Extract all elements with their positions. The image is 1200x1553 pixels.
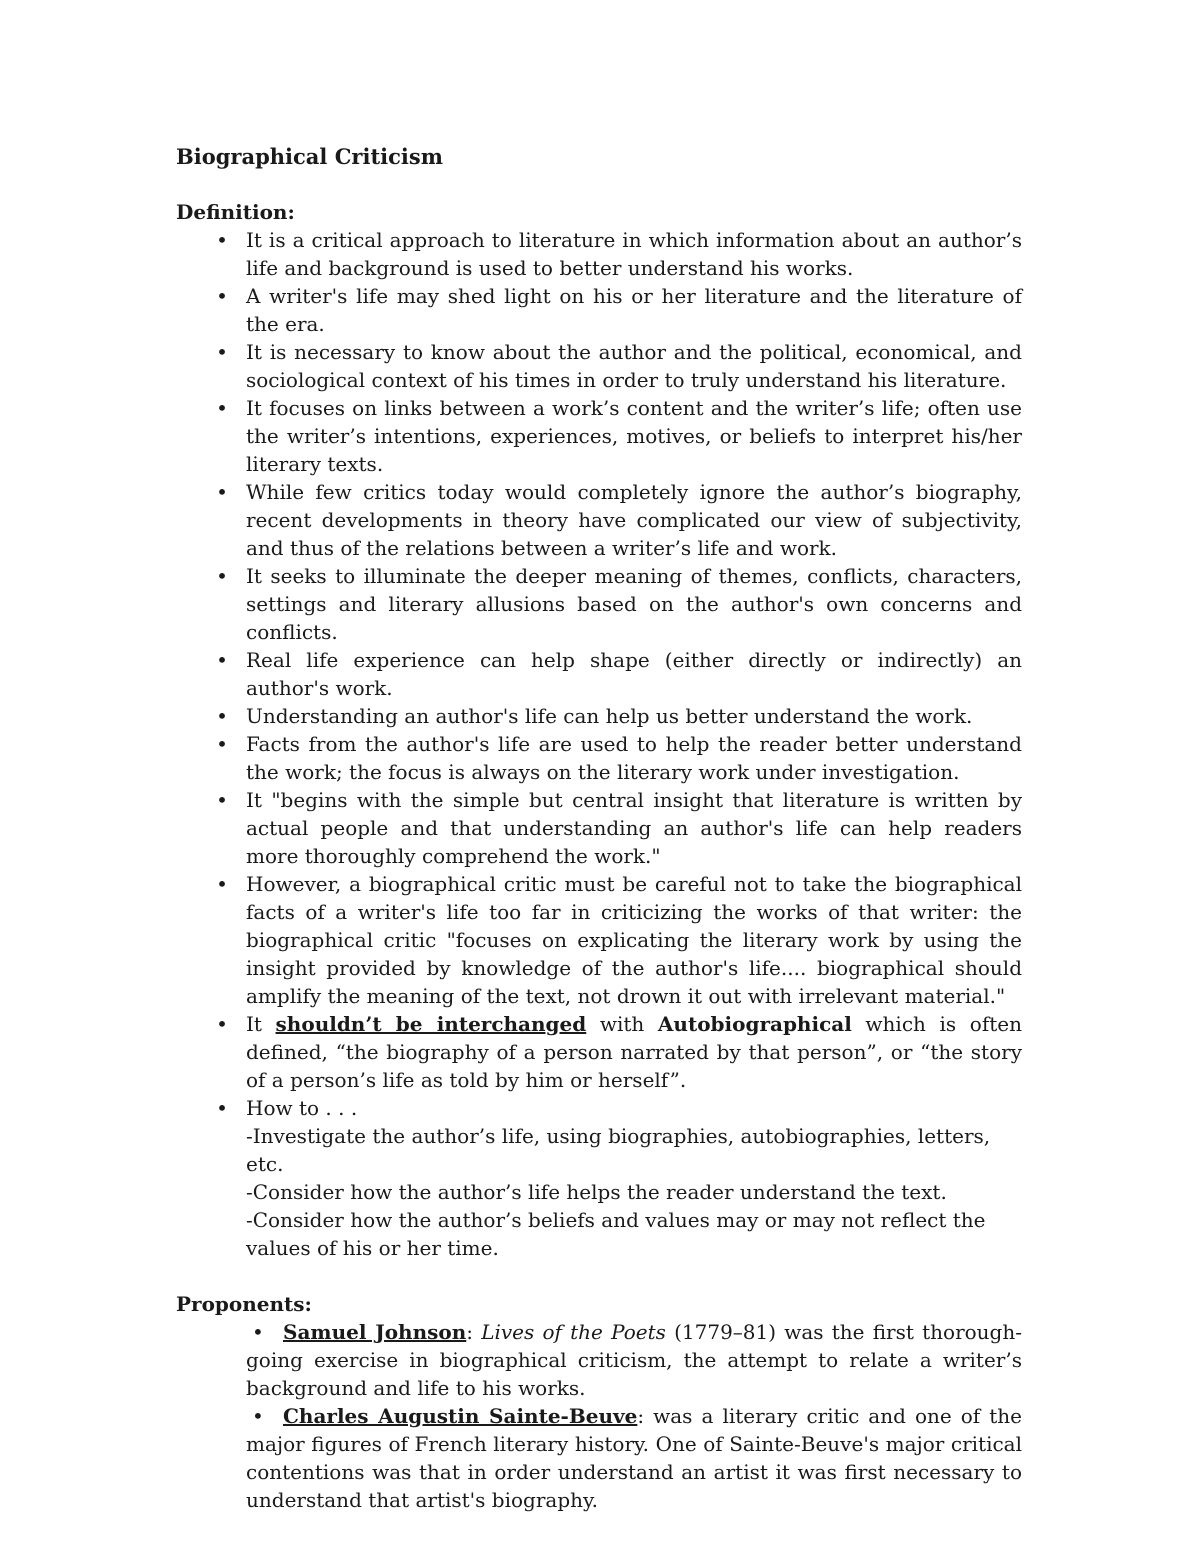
definition-list: [176, 226, 1036, 1262]
document-title: Biographical Criticism: [176, 144, 443, 169]
bullet-icon: •: [216, 788, 228, 812]
list-item-text: Real life experience can help shape (either directly or indirectly) an author's work.: [246, 648, 1022, 700]
bullet-icon: •: [216, 340, 228, 364]
list-item-text: However, a biographical critic must be careful not to take the biographical facts of a writer's life too far in criticizing the works of that writer: the biographical critic "focuses on explicating the literary work by using the insight provided by knowledge of the author's life.... biographical should amplify the meaning of the text, not drown it out with irrelevant material.": [246, 872, 1022, 1008]
bullet-icon: •: [252, 1404, 264, 1428]
proponent-description: was a literary critic and one of the major figures of French literary history. One of Sainte-Beuve's major critical contentions was that in order understand an artist it was first necessary to understand that artist's biography.: [246, 1404, 1022, 1512]
howto-step: -Investigate the author’s life, using biographies, autobiographies, letters, etc.: [246, 1124, 991, 1176]
list-item: [176, 702, 1022, 730]
document-page: [176, 140, 1036, 1514]
interchange-suffix: which is often defined, “the biography of a person narrated by that person”, or “the story of a person’s life as told by him or herself”.: [246, 1012, 1022, 1092]
proponent-sep: :: [466, 1320, 482, 1344]
list-item-text: Facts from the author's life are used to help the reader better understand the work; the focus is always on the literary work under investigation.: [246, 732, 1022, 784]
bullet-icon: •: [216, 732, 228, 756]
interchange-middle: with: [586, 1012, 658, 1036]
bullet-icon: •: [216, 284, 228, 308]
spacer: [176, 1262, 1036, 1290]
proponents-list: [176, 1318, 1036, 1514]
proponents-heading: Proponents:: [176, 1292, 312, 1316]
bullet-icon: •: [216, 228, 228, 252]
list-item: [176, 786, 1022, 870]
list-item: [176, 870, 1022, 1010]
interchange-prefix: It: [246, 1012, 276, 1036]
proponent-item: [176, 1318, 1022, 1402]
list-item-text: Understanding an author's life can help us better understand the work.: [246, 704, 973, 728]
bullet-icon: •: [216, 1012, 228, 1036]
list-item-text: A writer's life may shed light on his or her literature and the literature of the era.: [246, 284, 1022, 336]
list-item: [176, 646, 1022, 702]
autobiographical-term: Autobiographical: [657, 1012, 852, 1036]
bullet-icon: •: [216, 480, 228, 504]
howto-lead: How to . . .: [246, 1096, 358, 1120]
list-item: [176, 282, 1022, 338]
list-item-text: It is a critical approach to literature in which information about an author’s life and background is used to better understand his works.: [246, 228, 1022, 280]
list-item: [176, 562, 1022, 646]
list-item-text: It focuses on links between a work’s content and the writer’s life; often use the writer’s intentions, experiences, motives, or beliefs to interpret his/her literary texts.: [246, 396, 1022, 476]
list-item: [176, 394, 1022, 478]
list-item-text: It seeks to illuminate the deeper meaning of themes, conflicts, characters, settings and literary allusions based on the author's own concerns and conflicts.: [246, 564, 1022, 644]
proponent-description: (1779–81) was the first thorough-going exercise in biographical criticism, the attempt to relate a writer’s background and life to his works.: [246, 1320, 1022, 1400]
proponent-sep: :: [637, 1404, 654, 1428]
list-item: [176, 478, 1022, 562]
proponent-work-title: Lives of the Poets: [481, 1320, 666, 1344]
list-item-text: While few critics today would completely ignore the author’s biography, recent developments in theory have complicated our view of subjectivity, and thus of the relations between a writer’s life and work.: [246, 480, 1022, 560]
proponent-item: [176, 1402, 1022, 1514]
proponent-name: Charles Augustin Sainte-Beuve: [283, 1404, 638, 1428]
list-item: [176, 226, 1022, 282]
list-item-text: It "begins with the simple but central insight that literature is written by actual people and that understanding an author's life can help readers more thoroughly comprehend the work.": [246, 788, 1022, 868]
list-item-howto: [176, 1094, 1022, 1262]
list-item-text: It is necessary to know about the author and the political, economical, and sociological context of his times in order to truly understand his literature.: [246, 340, 1022, 392]
bullet-icon: •: [216, 648, 228, 672]
bullet-icon: •: [216, 704, 228, 728]
howto-step: -Consider how the author’s life helps the reader understand the text.: [246, 1180, 947, 1204]
bullet-icon: •: [216, 872, 228, 896]
list-item: [176, 338, 1022, 394]
list-item-interchange: [176, 1010, 1022, 1094]
bullet-icon: •: [216, 564, 228, 588]
definition-heading: Definition:: [176, 200, 295, 224]
bullet-icon: •: [216, 1096, 228, 1120]
spacer: [176, 174, 1036, 198]
howto-step: -Consider how the author’s beliefs and values may or may not reflect the values of his or her time.: [246, 1208, 986, 1260]
proponent-name: Samuel Johnson: [283, 1320, 467, 1344]
bullet-icon: •: [252, 1320, 264, 1344]
list-item: [176, 730, 1022, 786]
bullet-icon: •: [216, 396, 228, 420]
interchange-emphasis: shouldn’t be interchanged: [275, 1012, 587, 1036]
